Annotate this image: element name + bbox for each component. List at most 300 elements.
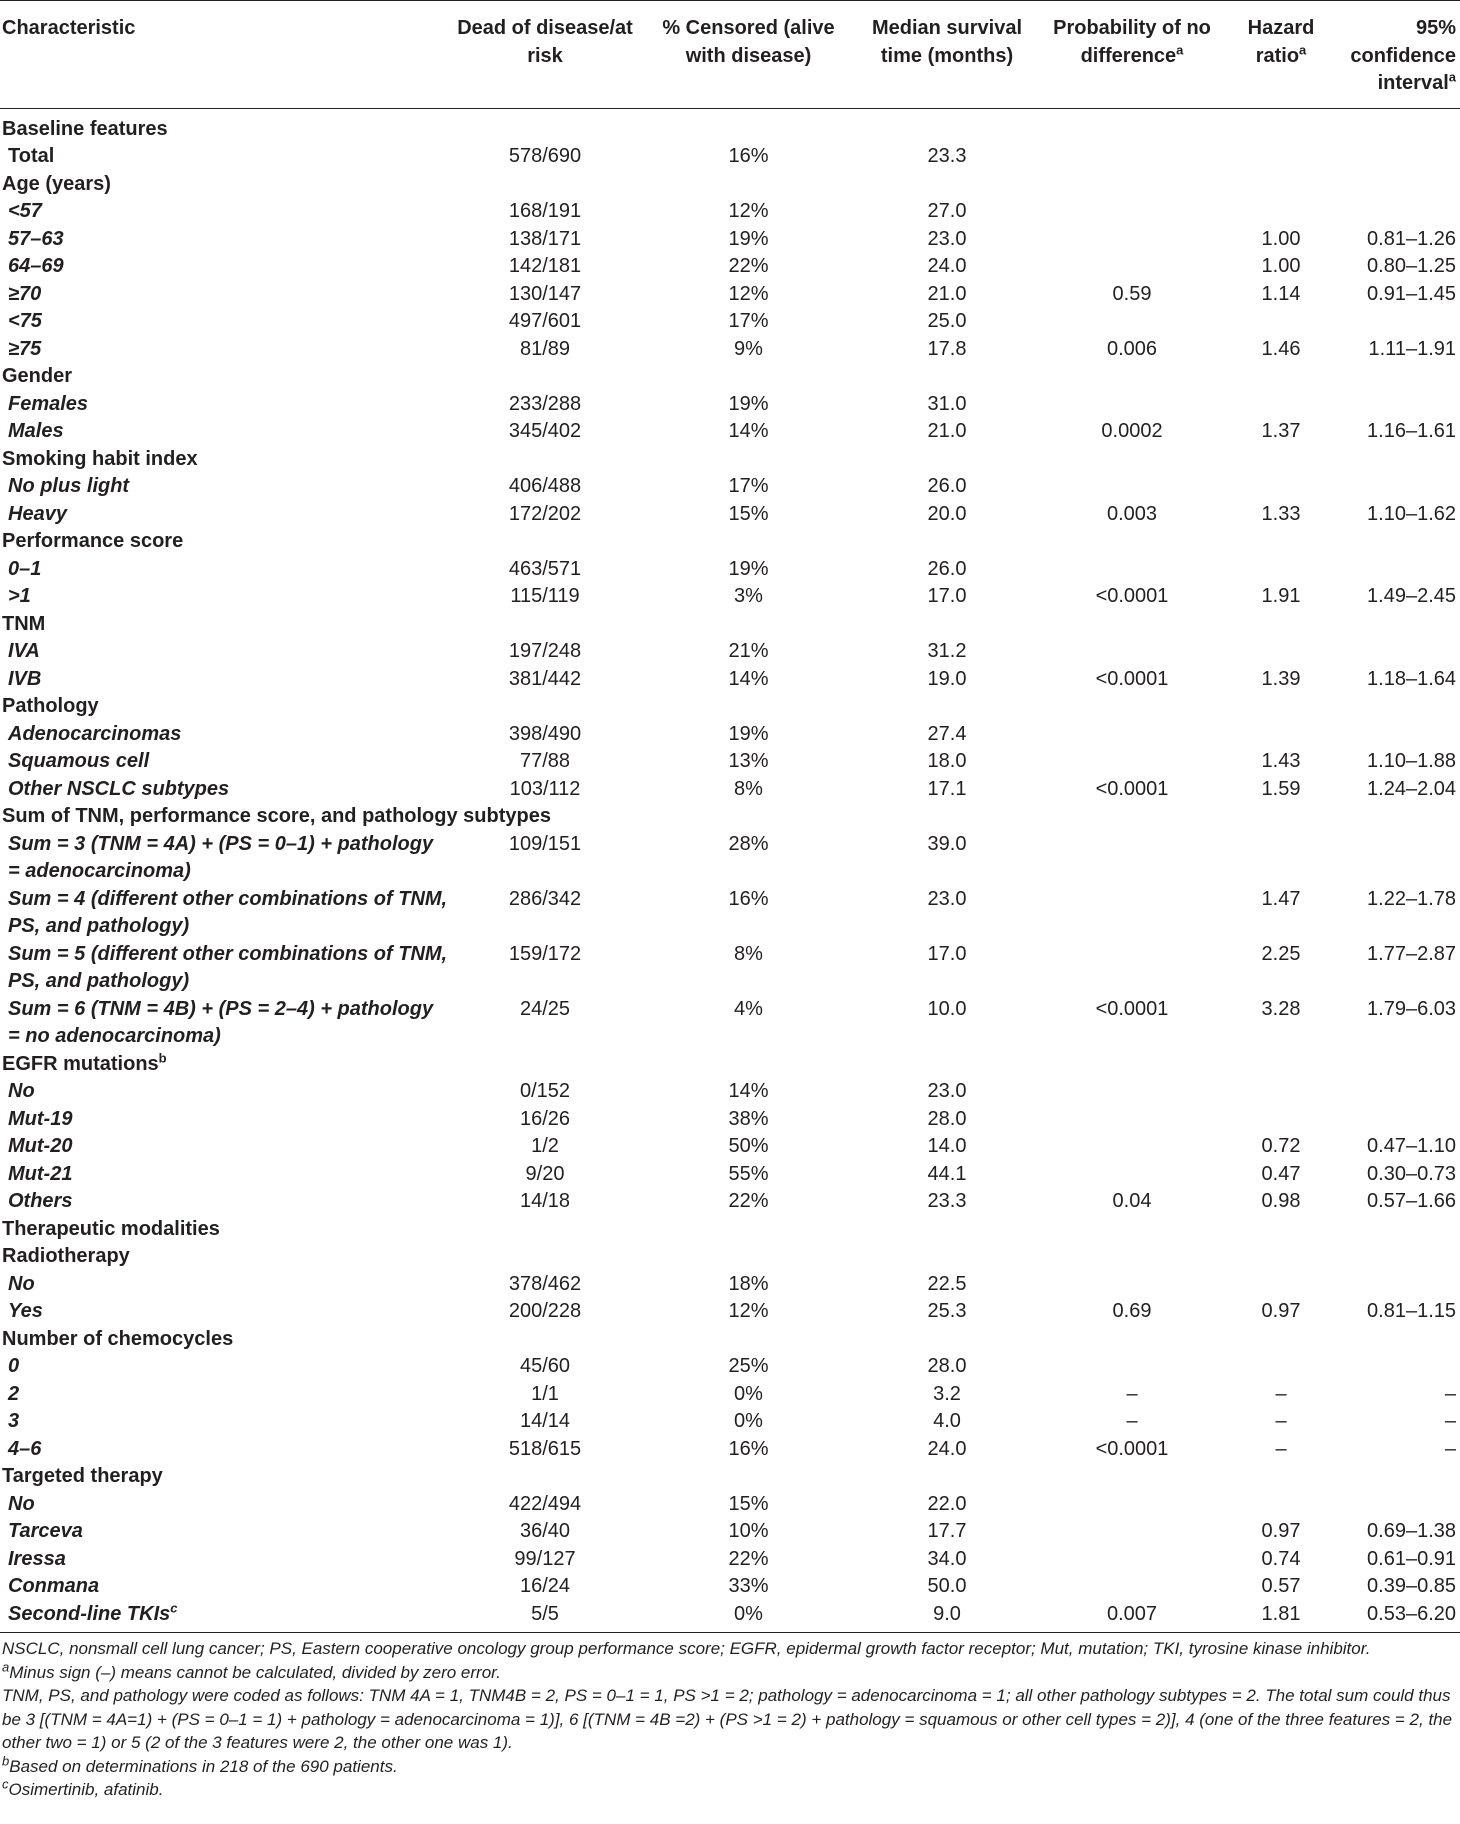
- cell-probability: [1035, 1546, 1229, 1574]
- cell-censored: 19%: [728, 722, 769, 745]
- cell-dead-at-risk: 578/690: [508, 145, 582, 167]
- cell-probability: [1035, 143, 1229, 171]
- cell-dead-at-risk: 115/119: [510, 585, 580, 607]
- cell-censored: 55%: [728, 1162, 769, 1185]
- row-label: Mut-21: [8, 1162, 73, 1185]
- cell-hazard-ratio: [1229, 1491, 1333, 1519]
- cell-median-survival: 25.0: [927, 310, 967, 332]
- row-label: <57: [8, 200, 42, 222]
- cell-censored: 14%: [728, 420, 769, 442]
- cell-median-survival: 4.0: [933, 1410, 961, 1432]
- cell-censored: 21%: [728, 640, 769, 662]
- cell-hazard-ratio: –: [1275, 1382, 1287, 1405]
- cell-censored: 33%: [728, 1575, 769, 1597]
- row-label: 3: [8, 1410, 20, 1432]
- cell-probability: –: [1126, 1410, 1138, 1432]
- cell-censored: 14%: [728, 1080, 769, 1102]
- cell-median-survival: 31.0: [927, 392, 967, 415]
- row-label: Tarceva: [8, 1520, 83, 1542]
- section-label: Smoking habit index: [2, 447, 198, 470]
- cell-probability: 0.003: [1106, 502, 1158, 525]
- row-label: No plus light: [8, 475, 130, 497]
- cell-dead-at-risk: 168/191: [508, 200, 582, 222]
- cell-median-survival: 17.0: [927, 942, 967, 965]
- table-row: [0, 776, 1460, 804]
- cell-probability: <0.0001: [1095, 777, 1169, 800]
- cell-confidence-interval: 0.81–1.26: [1367, 227, 1456, 250]
- table-row: [0, 308, 1460, 336]
- cell-median-survival: 28.0: [927, 1107, 967, 1130]
- cell-confidence-interval: 1.49–2.45: [1367, 585, 1456, 607]
- row-label: ≥75: [8, 337, 42, 360]
- section-label: Therapeutic modalities: [2, 1217, 220, 1240]
- cell-hazard-ratio: [1229, 1271, 1333, 1299]
- cell-hazard-ratio: [1229, 638, 1333, 666]
- cell-probability: [1035, 253, 1229, 281]
- cell-dead-at-risk: 0/152: [519, 1080, 571, 1102]
- cell-hazard-ratio: 1.43: [1261, 750, 1301, 772]
- row-label: No: [8, 1272, 35, 1295]
- row-label: Mut-20: [8, 1135, 73, 1157]
- cell-dead-at-risk: 345/402: [508, 420, 582, 442]
- cell-dead-at-risk: 9/20: [525, 1162, 565, 1185]
- cell-hazard-ratio: [1229, 391, 1333, 419]
- cell-dead-at-risk: 130/147: [508, 282, 582, 305]
- cell-confidence-interval: [1333, 473, 1460, 501]
- cell-confidence-interval: 0.91–1.45: [1367, 282, 1456, 305]
- cell-median-survival: 22.5: [927, 1272, 967, 1295]
- cell-dead-at-risk: 233/288: [508, 392, 582, 415]
- cell-median-survival: 18.0: [927, 750, 967, 772]
- cell-probability: <0.0001: [1095, 1437, 1169, 1460]
- section-row: [0, 693, 1460, 721]
- cell-probability: [1035, 473, 1229, 501]
- cell-hazard-ratio: 3.28: [1261, 997, 1301, 1020]
- cell-confidence-interval: [1333, 556, 1460, 584]
- cell-probability: [1035, 1573, 1229, 1601]
- cell-median-survival: 10.0: [927, 997, 967, 1020]
- cell-confidence-interval: 0.30–0.73: [1367, 1162, 1456, 1185]
- cell-median-survival: 17.8: [927, 337, 967, 360]
- table-row: [0, 638, 1460, 666]
- cell-median-survival: 24.0: [927, 255, 967, 277]
- cell-median-survival: 19.0: [927, 667, 967, 690]
- cell-probability: 0.04: [1112, 1190, 1152, 1212]
- cell-censored: 38%: [728, 1107, 769, 1130]
- section-row: [0, 1216, 1460, 1244]
- row-label: 0: [8, 1355, 20, 1377]
- section-row: [0, 1051, 1460, 1079]
- cell-censored: 15%: [728, 502, 769, 525]
- table-row: [0, 198, 1460, 226]
- table-row: [0, 1573, 1460, 1601]
- cell-confidence-interval: 0.39–0.85: [1367, 1575, 1456, 1597]
- cell-censored: 0%: [734, 1410, 763, 1432]
- cell-dead-at-risk: 36/40: [519, 1520, 571, 1542]
- cell-confidence-interval: 1.77–2.87: [1367, 942, 1456, 965]
- cell-dead-at-risk: 5/5: [452, 1601, 638, 1633]
- cell-confidence-interval: [1333, 391, 1460, 419]
- cell-median-survival: 44.1: [927, 1162, 967, 1185]
- table-row: [0, 1408, 1460, 1436]
- cell-censored: 16%: [728, 887, 769, 910]
- footnote: $^c$Osimertinib, afatinib.: [2, 1776, 164, 1799]
- cell-dead-at-risk: 14/18: [519, 1190, 571, 1212]
- table-body: [0, 108, 1460, 1633]
- section-row: [0, 363, 1460, 391]
- cell-hazard-ratio: [1229, 556, 1333, 584]
- cell-censored: 12%: [728, 200, 769, 222]
- table-row: [0, 748, 1460, 776]
- table-row: [0, 1601, 1460, 1633]
- section-label: Sum of TNM, performance score, and pathology subtypes: [2, 805, 551, 827]
- section-label: Gender: [2, 365, 73, 387]
- row-label: Squamous cell: [8, 750, 150, 772]
- cell-censored: 17%: [728, 310, 769, 332]
- section-label: Radiotherapy: [2, 1245, 130, 1267]
- cell-dead-at-risk: 103/112: [509, 777, 581, 800]
- cell-dead-at-risk: 422/494: [508, 1492, 582, 1515]
- cell-median-survival: 31.2: [927, 640, 967, 662]
- cell-censored: 16%: [728, 1437, 769, 1460]
- cell-dead-at-risk: 463/571: [508, 557, 582, 580]
- row-label: Sum = 4 (different other combinations of TNM, PS, and pathology): [8, 887, 448, 937]
- row-label: Sum = 5 (different other combinations of TNM, PS, and pathology): [8, 942, 448, 992]
- cell-hazard-ratio: 0.98: [1261, 1190, 1301, 1212]
- cell-confidence-interval: [1333, 1271, 1460, 1299]
- cell-censored: 16%: [728, 145, 769, 167]
- cell-censored: 8%: [734, 942, 763, 965]
- table-row: [0, 143, 1460, 171]
- cell-probability: [1035, 748, 1229, 776]
- section-row: [0, 171, 1460, 199]
- row-label: ≥70: [8, 282, 42, 305]
- cell-hazard-ratio: [1229, 308, 1333, 336]
- cell-hazard-ratio: 1.00: [1261, 255, 1301, 277]
- cell-censored: 10%: [728, 1520, 769, 1542]
- table-row: [0, 1353, 1460, 1381]
- cell-hazard-ratio: [1229, 143, 1333, 171]
- cell-dead-at-risk: 77/88: [519, 750, 571, 772]
- row-label: >1: [8, 585, 31, 607]
- cell-censored: 19%: [728, 392, 769, 415]
- cell-censored: 3%: [734, 585, 763, 607]
- cell-hazard-ratio: 2.25: [1261, 942, 1301, 965]
- cell-censored: 9%: [734, 337, 763, 360]
- table-row: [0, 1381, 1460, 1409]
- cell-dead-at-risk: 14/14: [519, 1410, 571, 1432]
- cell-confidence-interval: 1.22–1.78: [1367, 887, 1456, 910]
- footnote: $^a$Minus sign (–) means cannot be calculated, divided by zero error.: [2, 1658, 501, 1682]
- cell-confidence-interval: 0.53–6.20: [1333, 1601, 1460, 1633]
- cell-dead-at-risk: 1/2: [531, 1135, 559, 1157]
- cell-dead-at-risk: 142/181: [508, 255, 582, 277]
- cell-probability: [1035, 1518, 1229, 1546]
- cell-censored: 18%: [728, 1272, 769, 1295]
- cell-hazard-ratio: 0.97: [1261, 1300, 1301, 1322]
- header-confidence-interval: 95% confidence interval$^a$: [1333, 1, 1460, 109]
- table-row: [0, 1436, 1460, 1464]
- table-row: [0, 1188, 1460, 1216]
- table-row: [0, 831, 1460, 886]
- cell-confidence-interval: 1.18–1.64: [1367, 667, 1456, 690]
- cell-probability: [1035, 1353, 1229, 1381]
- table-row: [0, 1491, 1460, 1519]
- row-label: Second-line TKIs$^c$: [0, 1601, 452, 1633]
- cell-median-survival: 21.0: [927, 282, 967, 305]
- cell-median-survival: 28.0: [927, 1355, 967, 1377]
- row-label: 2: [8, 1382, 20, 1405]
- cell-confidence-interval: 0.80–1.25: [1367, 255, 1456, 277]
- cell-hazard-ratio: 1.91: [1261, 585, 1301, 607]
- cell-dead-at-risk: 197/248: [508, 640, 582, 662]
- row-label: Iressa: [8, 1547, 66, 1570]
- cell-confidence-interval: –: [1444, 1382, 1456, 1405]
- section-label: TNM: [2, 612, 46, 635]
- cell-dead-at-risk: 381/442: [508, 667, 582, 690]
- section-label: Number of chemocycles: [2, 1327, 234, 1350]
- cell-confidence-interval: 0.69–1.38: [1367, 1520, 1456, 1542]
- cell-dead-at-risk: 16/24: [519, 1575, 571, 1597]
- cell-dead-at-risk: 45/60: [519, 1355, 571, 1377]
- cell-median-survival: 17.0: [927, 585, 967, 607]
- cell-median-survival: 17.7: [927, 1520, 967, 1542]
- table-row: [0, 336, 1460, 364]
- cell-dead-at-risk: 172/202: [508, 502, 582, 525]
- table-row: [0, 391, 1460, 419]
- cell-hazard-ratio: 1.33: [1261, 502, 1301, 525]
- row-label: Others: [8, 1190, 73, 1212]
- cell-censored: 12%: [728, 1300, 769, 1322]
- cell-dead-at-risk: 109/151: [508, 832, 582, 855]
- cell-median-survival: 23.3: [927, 145, 967, 167]
- cell-median-survival: 24.0: [927, 1437, 967, 1460]
- cell-censored: 17%: [728, 475, 769, 497]
- section-row: [0, 803, 1460, 831]
- cell-median-survival: 26.0: [927, 557, 967, 580]
- cell-median-survival: 27.0: [927, 200, 967, 222]
- row-label: 0–1: [8, 557, 42, 580]
- cell-probability: <0.0001: [1095, 667, 1169, 690]
- table-row: [0, 583, 1460, 611]
- row-label: 64–69: [8, 255, 64, 277]
- cell-hazard-ratio: [1229, 1353, 1333, 1381]
- cell-censored: 22%: [728, 255, 769, 277]
- row-label: Conmana: [8, 1575, 100, 1597]
- cell-median-survival: 25.3: [927, 1300, 967, 1322]
- cell-confidence-interval: 0.61–0.91: [1367, 1547, 1456, 1570]
- cell-median-survival: 14.0: [927, 1135, 967, 1157]
- cell-censored: 8%: [734, 777, 763, 800]
- cell-dead-at-risk: 159/172: [508, 942, 582, 965]
- table-row: [0, 996, 1460, 1051]
- section-label: Baseline features: [2, 117, 168, 140]
- cell-median-survival: 34.0: [927, 1547, 967, 1570]
- cell-probability: 0.69: [1112, 1300, 1152, 1322]
- footnote: NSCLC, nonsmall cell lung cancer; PS, Eastern cooperative oncology group performance score; EGFR, epidermal growth factor receptor; Mut, mutation; TKI, tyrosine kinase inhibitor.: [2, 1639, 1371, 1658]
- cell-probability: <0.0001: [1095, 585, 1169, 607]
- table-row: [0, 1518, 1460, 1546]
- cell-probability: 0.007: [1035, 1601, 1229, 1633]
- footnotes: [0, 1633, 1460, 1802]
- row-label: No: [8, 1492, 35, 1515]
- cell-confidence-interval: –: [1444, 1410, 1456, 1432]
- cell-probability: [1035, 831, 1229, 886]
- cell-hazard-ratio: [1229, 1106, 1333, 1134]
- cell-confidence-interval: 1.10–1.62: [1367, 502, 1456, 525]
- cell-probability: [1035, 198, 1229, 226]
- cell-hazard-ratio: –: [1275, 1437, 1287, 1460]
- cell-censored: 15%: [728, 1492, 769, 1515]
- cell-median-survival: 22.0: [927, 1492, 967, 1515]
- cell-hazard-ratio: [1229, 831, 1333, 886]
- cell-confidence-interval: [1333, 143, 1460, 171]
- cell-hazard-ratio: 1.59: [1261, 777, 1301, 800]
- header-probability: Probability of no difference$^a$: [1035, 1, 1229, 109]
- cell-probability: [1035, 391, 1229, 419]
- cell-hazard-ratio: 1.46: [1261, 337, 1301, 360]
- cell-hazard-ratio: 1.47: [1261, 887, 1301, 910]
- section-label: EGFR mutations$^b$: [2, 1049, 167, 1075]
- cell-dead-at-risk: 138/171: [508, 227, 582, 250]
- table-row: [0, 1106, 1460, 1134]
- cell-censored: 28%: [728, 832, 769, 855]
- cell-hazard-ratio: 0.57: [1261, 1575, 1301, 1597]
- section-label: Performance score: [2, 530, 184, 552]
- cell-dead-at-risk: 497/601: [508, 310, 582, 332]
- table-header: [0, 1, 1460, 109]
- table-row: [0, 721, 1460, 749]
- cell-confidence-interval: –: [1444, 1437, 1456, 1460]
- row-label: 57–63: [8, 227, 64, 250]
- cell-median-survival: 3.2: [933, 1382, 961, 1405]
- cell-hazard-ratio: 0.97: [1261, 1520, 1301, 1542]
- cell-dead-at-risk: 81/89: [519, 337, 571, 360]
- cell-probability: [1035, 941, 1229, 996]
- cell-hazard-ratio: 1.39: [1261, 667, 1301, 690]
- cell-probability: [1035, 308, 1229, 336]
- header-hazard-ratio: Hazard ratio$^a$: [1229, 1, 1333, 109]
- row-label: No: [8, 1080, 35, 1102]
- header-dead-at-risk: Dead of disease/at risk: [452, 1, 638, 109]
- cell-hazard-ratio: 1.14: [1261, 282, 1301, 305]
- cell-hazard-ratio: 1.81: [1229, 1601, 1333, 1633]
- cell-confidence-interval: [1333, 721, 1460, 749]
- cell-confidence-interval: [1333, 198, 1460, 226]
- cell-probability: 0.0002: [1101, 420, 1163, 442]
- table-row: [0, 226, 1460, 254]
- cell-median-survival: 27.4: [927, 722, 967, 745]
- table-row: [0, 666, 1460, 694]
- cell-dead-at-risk: 24/25: [519, 997, 571, 1020]
- row-label: Sum = 3 (TNM = 4A) + (PS = 0–1) + pathology = adenocarcinoma): [8, 832, 434, 882]
- row-label: Total: [8, 145, 55, 167]
- cell-dead-at-risk: 1/1: [531, 1382, 559, 1405]
- cell-probability: [1035, 721, 1229, 749]
- cell-dead-at-risk: 286/342: [508, 887, 582, 910]
- table-row: [0, 1271, 1460, 1299]
- section-row: [0, 1463, 1460, 1491]
- cell-confidence-interval: 1.16–1.61: [1367, 420, 1456, 442]
- cell-hazard-ratio: –: [1275, 1410, 1287, 1432]
- cell-confidence-interval: [1333, 1106, 1460, 1134]
- row-label: <75: [8, 310, 42, 332]
- cell-hazard-ratio: [1229, 198, 1333, 226]
- cell-median-survival: 23.0: [927, 227, 967, 250]
- section-label: Age (years): [2, 172, 111, 195]
- cell-confidence-interval: [1333, 638, 1460, 666]
- cell-censored: 12%: [728, 282, 769, 305]
- cell-probability: [1035, 1491, 1229, 1519]
- row-label: Adenocarcinomas: [8, 722, 182, 745]
- cell-censored: 4%: [734, 997, 763, 1020]
- cell-probability: [1035, 1078, 1229, 1106]
- table-row: [0, 253, 1460, 281]
- row-label: Yes: [8, 1300, 43, 1322]
- cell-censored: 0%: [638, 1601, 859, 1633]
- cell-confidence-interval: 1.79–6.03: [1367, 997, 1456, 1020]
- cell-censored: 19%: [728, 227, 769, 250]
- section-row: [0, 1243, 1460, 1271]
- cell-probability: [1035, 1133, 1229, 1161]
- cell-confidence-interval: [1333, 1491, 1460, 1519]
- section-row: [0, 446, 1460, 474]
- cell-probability: [1035, 556, 1229, 584]
- cell-confidence-interval: 1.10–1.88: [1367, 750, 1456, 772]
- header-censored: % Censored (alive with disease): [638, 1, 859, 109]
- cell-hazard-ratio: 0.47: [1261, 1162, 1301, 1185]
- row-label: 4–6: [8, 1437, 42, 1460]
- table-row: [0, 1078, 1460, 1106]
- cell-confidence-interval: 0.47–1.10: [1367, 1135, 1456, 1157]
- table-row: [0, 1161, 1460, 1189]
- cell-hazard-ratio: 1.00: [1261, 227, 1301, 250]
- section-label: Targeted therapy: [2, 1465, 163, 1487]
- cell-confidence-interval: [1333, 1353, 1460, 1381]
- footnote: $^b$Based on determinations in 218 of the 690 patients.: [2, 1752, 398, 1776]
- table-row: [0, 501, 1460, 529]
- table-row: [0, 556, 1460, 584]
- cell-hazard-ratio: 1.37: [1261, 420, 1301, 442]
- cell-hazard-ratio: [1229, 721, 1333, 749]
- cell-confidence-interval: [1333, 831, 1460, 886]
- cell-median-survival: 21.0: [927, 420, 967, 442]
- cell-censored: 14%: [728, 667, 769, 690]
- cell-dead-at-risk: 406/488: [508, 475, 582, 497]
- section-row: [0, 116, 1460, 144]
- row-label: Mut-19: [8, 1107, 73, 1130]
- cell-censored: 19%: [728, 557, 769, 580]
- cell-probability: [1035, 886, 1229, 941]
- cell-dead-at-risk: 378/462: [508, 1272, 582, 1295]
- cell-probability: [1035, 226, 1229, 254]
- row-label: IVB: [8, 667, 42, 690]
- cell-probability: 0.59: [1112, 282, 1152, 305]
- section-row: [0, 611, 1460, 639]
- table-row: [0, 473, 1460, 501]
- cell-probability: [1035, 638, 1229, 666]
- cell-dead-at-risk: 99/127: [514, 1547, 576, 1570]
- cell-probability: 0.006: [1106, 337, 1158, 360]
- cell-probability: –: [1126, 1382, 1138, 1405]
- cell-dead-at-risk: 16/26: [519, 1107, 571, 1130]
- cell-hazard-ratio: 0.74: [1261, 1547, 1301, 1570]
- cell-censored: 50%: [728, 1135, 769, 1157]
- table-row: [0, 941, 1460, 996]
- cell-median-survival: 20.0: [927, 502, 967, 525]
- row-label: Heavy: [8, 502, 67, 525]
- cell-confidence-interval: 1.11–1.91: [1368, 337, 1456, 360]
